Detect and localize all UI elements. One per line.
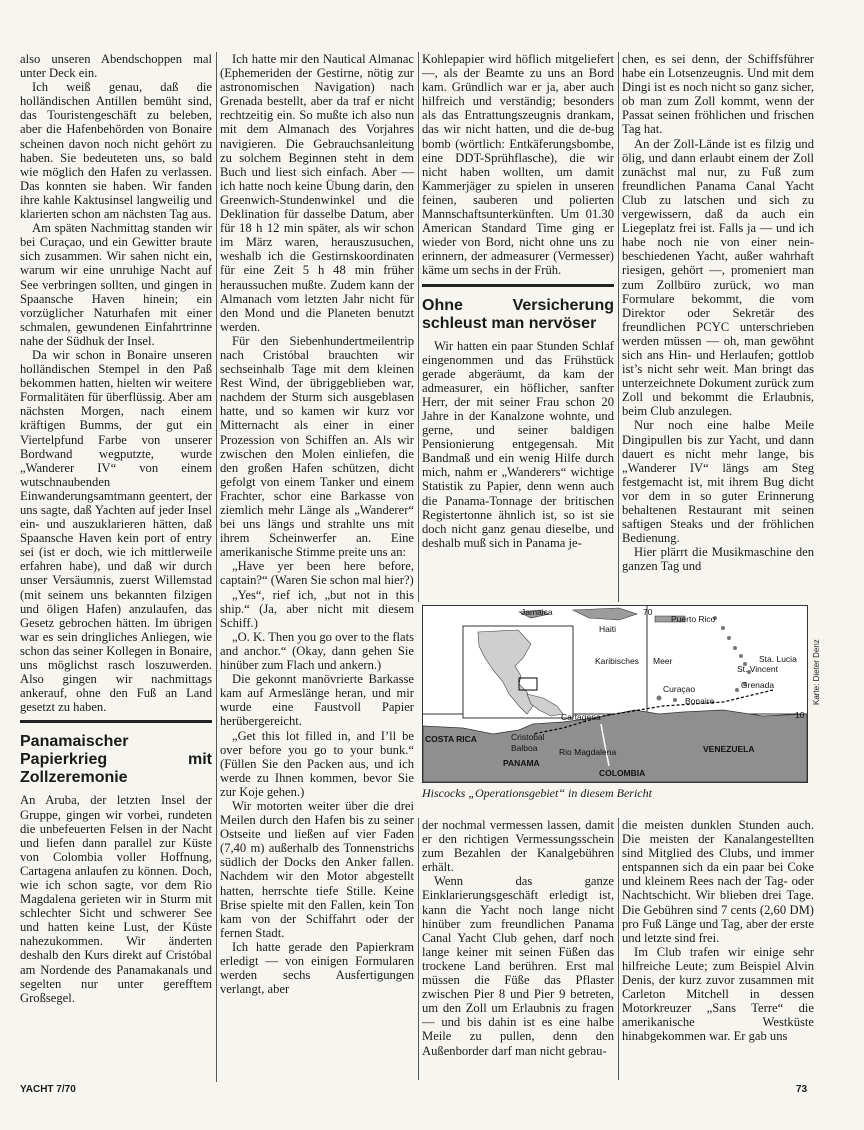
- column-4: [622, 52, 814, 573]
- map-label-venezuela: VENEZUELA: [703, 744, 755, 754]
- map-label-haiti: Haiti: [599, 624, 617, 634]
- quote: „Have yer been here before, captain?“ (Waren Sie schon mal hier?): [220, 559, 414, 588]
- map-label-rio-magdalena: Rio Magdalena: [559, 747, 617, 757]
- map-label-st-lucia: Sta. Lucia: [759, 654, 797, 664]
- map-label-bonaire: Bonaire: [685, 696, 715, 706]
- section-heading-wrapper: [20, 720, 212, 787]
- quote: „O. K. Then you go over to the flats and anchor.“ (Okay, dann gehen Sie hinüber zum Flach und ankern.): [220, 629, 414, 673]
- map-label-cartagena: Cartagena: [561, 712, 601, 722]
- column-rule-2: [418, 52, 419, 602]
- map-label-jamaica: Jamaica: [521, 607, 553, 617]
- paragraph: Da wir schon in Bonaire unseren holländischen Stempel in den Paß bekommen hatten, hielten wir weitere Formalitäten für überflüssig. Aber am nächsten Morgen, nach einem kräftigen Bumms, der gut ein Viertelpfund Farbe von unserer Bordwand wegputzte, wurde „Wanderer IV“ von einem wutschnaubenden Einwanderungsamtmann geentert, der uns sagte, daß Yachten auf jeder Insel ein- und auszuklarieren hätten, daß Spaansche Haven kein port of entry sei (ist er doch, wie ich mittlerweile erfahren habe), und daß wir durch unser Versäumnis, zuerst Willemstad (mit seinem uns bekannten filzigen und öligen Hafen) anzulaufen, das Gesetz gebrochen hätten. Im übrigen war es sein dringliches Anliegen, wie schon das seiner Kollegen in Bonaire, uns möglichst rasch loszuwerden. Also gingen wir nachmittags ankerauf, ohne den Fuß an Land gesetzt zu haben.: [20, 347, 212, 715]
- paragraph: Für den Siebenhundertmeilentrip nach Cristóbal brauchten wir sechseinhalb Tage mit dem kleinen Rest Wind, der übriggeblieben war, nachdem der Sturm sich ausgeblasen hatte, und so kamen wir kurz vor Mitternacht als einer in einer Prozession von Schiffen an. Als wir zwischen den Molen einliefen, die den großen Hafen schützen, dicht gefolgt von einem Tanker und einem Frachter, schor eine Barkasse von ziemlich mehr Länge als „Wanderer“ bei uns längs und strahlte uns mit ihrem Scheinwerfer an. Eine amerikanische Stimme preite uns an:: [220, 333, 414, 560]
- map-label-curacao: Curaçao: [663, 684, 696, 694]
- map-credit: Karte: Dieter Denz: [812, 639, 821, 705]
- paragraph: also unseren Abendschoppen mal unter Deck ein.: [20, 52, 212, 81]
- column-3-lower: [422, 818, 614, 1058]
- page-number: 73: [796, 1084, 808, 1095]
- paragraph: Wir hatten ein paar Stunden Schlaf eingenommen und das Frühstück gerade abgeräumt, da kam der admeasurer, ein höflicher, sanfter Herr, der mit seiner Frau schon 20 Jahre in der Kanalzone wohnte, und gerne, und seiner baldigen Pensionierung entgegensah. Mit Bandmaß und ein wenig Hilfe durch mich, nahm er „Wanderers“ wichtige Statistik zu Papier, denn wenn auch die Panama-Tonnage der britischen Registertonne ähnlich ist, so ist sie doch nicht ganz genau dieselbe, und deshalb muß sich in Panama je-: [422, 338, 614, 550]
- map-label-cristobal: Cristobal: [511, 732, 545, 742]
- map-label-meer: Meer: [653, 656, 673, 666]
- paragraph: chen, es sei denn, der Schiffsführer habe ein Lotsenzeugnis. Und mit dem Dingi ist es noch nicht so ganz sicher, ob man zum Zoll kommt, wenn der Passat seinen fröhlichen und frischen Tag hat.: [622, 52, 814, 137]
- paragraph: Im Club trafen wir einige sehr hilfreiche Leute; zum Beispiel Alvin Denis, der kurz zuvor zusammen mit Carleton Mitchell in dessen Motorkreuzer „Sans Terre“ die amerikanische Westküste hinabgekommen war. Er gab uns: [622, 944, 814, 1044]
- paragraph: Wir motorten weiter über die drei Meilen durch den Hafen bis zu seiner Ostseite und ließen auf vier Faden (7,40 m) außerhalb des Tonnenstrichs südlich der Docks den Anker fallen. Nachdem wir den Motor abgestellt hatten, herrschte tiefe Stille. Keine Brise spielte mit den Fallen, kein Ton kam von der Schiffahrt oder der fernen Stadt.: [220, 798, 414, 940]
- column-4-lower: [622, 818, 814, 1044]
- map-label-70: 70: [643, 607, 653, 617]
- section-heading: Ohne Versicherung schleust man nervöser: [422, 296, 614, 332]
- footer-issue: YACHT 7/70: [20, 1084, 76, 1095]
- paragraph: An der Zoll-Lände ist es filzig und ölig, und dann erlaubt einem der Zoll zunächst mal nur, zu Fuß zum freundlichen Panama Canal Yacht Club zu latschen und sich zu vergewissern, daß da auch ein Liegeplatz frei ist. Falls ja — und ich habe noch nie von einer nein-beschiedenen Yacht, außer wahrhaft riesigen, gehört —, promeniert man zum Zollbüro zurück, wo man Formulare bekommt, die vom Direktor oder Sekretär des freundlichen PCYC unterschrieben werden müssen — oh, man gewöhnt sich ans Hin- und Herlaufen; gottlob ist’s nicht sehr weit. Man bringt das unterzeichnete Dokument zurück zum Zoll und bekommt die Erlaubnis, beim Club anzulegen.: [622, 136, 814, 419]
- column-rule-5: [418, 818, 419, 1080]
- map-label-st-vincent: St. Vincent: [737, 664, 778, 674]
- paragraph: Am späten Nachmittag standen wir bei Curaçao, und ein Gewitter braute sich zusammen. Wir sahen nicht ein, warum wir eine unruhige Nacht auf See verbringen sollten, und gingen in Spaansche Haven hinein; ein vorzüglicher Naturhafen mit einer schmalen, gewundenen Einfahrtrinne nahe der Südhuk der Insel.: [20, 221, 212, 348]
- paragraph: Ich hatte mir den Nautical Almanac (Ephemeriden der Gestirne, nötig zur astronomischen Navigation) nach Grenada bestellt, aber da traf er nicht rechtzeitig ein. So mußte ich also nun mit dem Almanach des Vorjahres navigieren. Die Gebrauchsanleitung zu solchem Beginnen steht in dem Buch und liest sich einfach. Aber — ich hatte noch keine Übung darin, den Greenwich-Stundenwinkel und die Deklination für dasselbe Datum, aber für 18 h 12 min später, als wir schon im März waren, herauszusuchen, weshalb ich die Gestirnskoordinaten für eine Zeit 5 h 48 min früher heraussuchen mußte. Zudem kann der Almanach vom letzten Jahr nicht für den Mond und die Planeten benutzt werden.: [220, 52, 414, 334]
- paragraph: Ich weiß genau, daß die holländischen Antillen bemüht sind, das Touristengeschäft zu beleben, aber die Hafenbehörden von Bonaire scheinen davon noch nicht gehört zu haben. Sie bedeuteten uns, so bald wie möglich den Hafen zu verlassen. Das konnten sie haben. Wir fanden ihre kahle Kaktusinsel langweilig und klarierten schon am nächsten Tag aus.: [20, 80, 212, 222]
- map-label-colombia: COLOMBIA: [599, 768, 646, 778]
- map-label-balboa: Balboa: [511, 743, 538, 753]
- map-figure: [422, 605, 808, 783]
- map-label-karibisches: Karibisches: [595, 656, 639, 666]
- column-rule-4: [618, 818, 619, 1080]
- paragraph: die meisten dunklen Stunden auch. Die meisten der Kanalangestellten sind Mitglied des Clubs, und immer entspannen sich da ein paar bei Coke und kleinem Rees nach der Tag- oder Nachtschicht. Wir blieben drei Tage. Die Gebühren sind 7 cents (2,60 DM) pro Fuß Länge und Tag, aber der erste und letzte sind frei.: [622, 818, 814, 945]
- section-heading-wrapper: [422, 284, 614, 333]
- paragraph: Ich hatte gerade den Papierkram erledigt — von einigen Formularen werden sechs Ausfertigungen verlangt, aber: [220, 939, 414, 997]
- quote: „Get this lot filled in, and I’ll be over before you go to your bunk.“ (Füllen Sie den Packen aus, und ich werde zu Ihnen kommen, bevor Sie zur Koje gehen.): [220, 728, 414, 799]
- quote: „Yes“, rief ich, „but not in this ship.“ (Ja, aber nicht mit diesem Schiff.): [220, 587, 414, 630]
- column-3: [422, 52, 614, 550]
- paragraph: Nur noch eine halbe Meile Dingipullen bis zur Yacht, und dann dauert es nicht mehr lange, bis „Wanderer IV“ längs am Steg festgemacht ist, mit ihrem Bug dicht vor dem in so guter Erinnerung behaltenen Restaurant mit seinen saftigen Steaks und der fröhlichen Bedienung.: [622, 418, 814, 546]
- map-label-costa-rica: COSTA RICA: [425, 734, 477, 744]
- column-1: [20, 52, 212, 1005]
- column-rule-3: [618, 52, 619, 602]
- map-label-puerto-rico: Puerto Rico: [671, 614, 716, 624]
- map-label-10: 10: [795, 710, 805, 720]
- paragraph: Die gekonnt manövrierte Barkasse kam auf Armeslänge heran, und mir wurde eine Faustvoll Papier herübergereicht.: [220, 672, 414, 729]
- map-label-grenada: Grenada: [741, 680, 775, 690]
- paragraph: der nochmal vermessen lassen, damit er den richtigen Vermessungsschein zum Bezahlen der Kanalgebühren erhält.: [422, 818, 614, 875]
- column-rule-1: [216, 52, 217, 1082]
- paragraph: An Aruba, der letzten Insel der Gruppe, gingen wir vorbei, rundeten die unbefeuerten Felsen in der Nacht und liefen dann parallel zur Küste von Colombia voller Hoffnung, Cartagena anlaufen zu können. Doch, wie ich schon sagte, vor dem Rio Magdalena gerieten wir in Sturm mit schlechter Sicht und schwerer See und hatten keine Lust, der Küste nahezukommen. Wir änderten deshalb den Kurs direkt auf Cristóbal am Nordende des Panamakanals und segelten nur unter gerefftem Großsegel.: [20, 793, 212, 1005]
- paragraph: Kohlepapier wird höflich mitgeliefert —, als der Beamte zu uns an Bord kam. Gründlich war er ja, aber auch hilfreich und verständig; besonders als das Entrattungszeugnis drankam, das wir nicht hatten, und die de-bug bomb (wörtlich: Entkäferungsbombe, eine DDT-Sprühflasche), die wir nicht haben wollten, um damit Kammerjäger zu spielen in unseren feinen, sauberen und polierten Mannschaftsunterkünften. Um 01.30 American Standard Time ging er wieder von Bord, nicht ohne uns zu erinnern, der admeasurer (Vermesser) käme um sechs in der Früh.: [422, 52, 614, 278]
- map-label-panama: PANAMA: [503, 758, 540, 768]
- column-2: [220, 52, 414, 996]
- map-caption: Hiscocks „Operationsgebiet“ in diesem Bericht: [422, 786, 652, 800]
- section-heading: Panamaischer Papierkrieg mit Zollzeremonie: [20, 733, 212, 787]
- paragraph: Hier plärrt die Musikmaschine den ganzen Tag und: [622, 545, 814, 574]
- paragraph: Wenn das ganze Einklarierungsgeschäft erledigt ist, kann die Yacht noch lange nicht hinüber zum freundlichen Panama Canal Yacht Club gehen, darf noch lange keiner mit seinen Füßen das trockene Land berühren. Erst mal müssen die Füße das Pflaster zwischen Pier 8 und Pier 9 betreten, um den Zoll um Erlaubnis zu fragen — und bis dahin ist es eine halbe Meile zu pullen, denn den Außenborder darf man nicht gebrau-: [422, 874, 614, 1058]
